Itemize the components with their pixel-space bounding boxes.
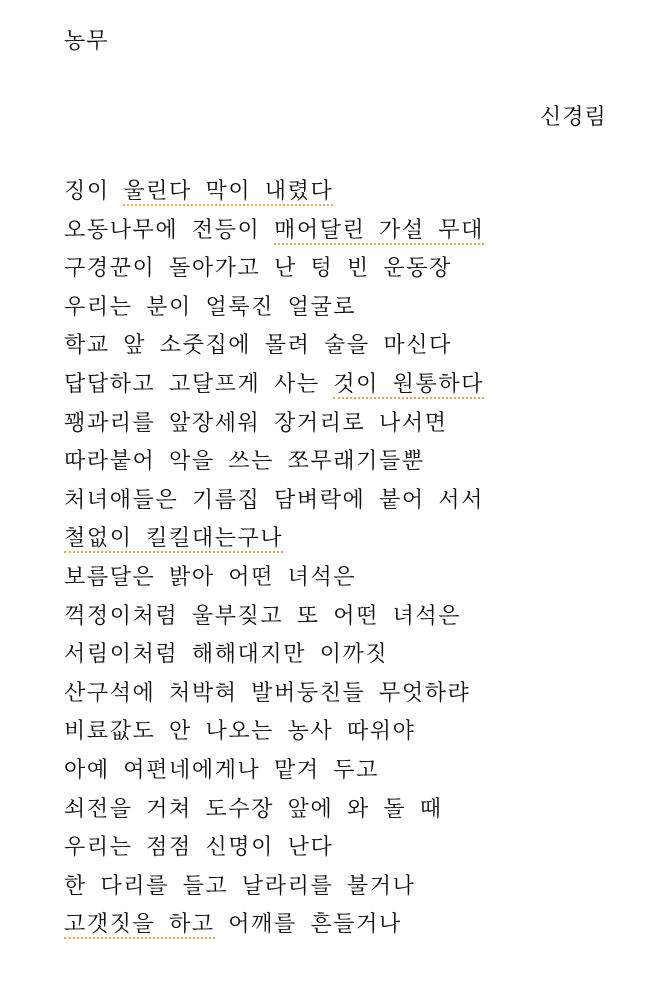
poem-line — [64, 563, 484, 602]
poem-line — [64, 486, 484, 525]
poem-body — [64, 177, 484, 949]
poem-line — [64, 447, 484, 486]
poem-title: 농무 — [64, 29, 109, 54]
line-text: 아예 여편네에게나 맡겨 두고 — [64, 757, 380, 783]
spellcheck-marked-text: 것이 원통하다 — [333, 371, 485, 397]
line-text: 우리는 분이 얼룩진 얼굴로 — [64, 294, 357, 320]
poem-line — [64, 640, 484, 679]
spellcheck-marked-text: 고갯짓을 하고 — [64, 912, 215, 938]
poem-line — [64, 216, 484, 255]
line-text: 보름달은 밝아 어떤 녀석은 — [64, 564, 357, 590]
line-text: 처녀애들은 기름집 담벼락에 붙어 서서 — [64, 487, 485, 513]
poem-line — [64, 717, 484, 756]
line-text: 답답하고 고달프게 사는 — [64, 371, 334, 397]
line-text: 산구석에 처박혀 발버둥친들 무엇하랴 — [64, 680, 471, 706]
line-text: 한 다리를 들고 날라리를 불거나 — [64, 873, 416, 899]
poem-line — [64, 679, 484, 718]
line-text: 쇠전을 거쳐 도수장 앞에 와 돌 때 — [64, 796, 443, 822]
line-text: 꺽정이처럼 울부짖고 또 어떤 녀석은 — [64, 603, 462, 629]
line-text: 학교 앞 소줏집에 몰려 술을 마신다 — [64, 333, 452, 359]
poem-author: 신경림 — [540, 105, 607, 130]
poem-line — [64, 795, 484, 834]
poem-line — [64, 872, 484, 911]
poem-line — [64, 177, 484, 216]
poem-line — [64, 524, 484, 563]
poem-line — [64, 756, 484, 795]
line-text: 따라붙어 악을 쓰는 쪼무래기들뿐 — [64, 449, 425, 475]
line-text: 오동나무에 전등이 — [64, 217, 275, 243]
spellcheck-marked-text: 울린다 막이 내렸다 — [123, 179, 334, 204]
line-text: 구경꾼이 돌아가고 난 텅 빈 운동장 — [64, 256, 452, 282]
line-text: 꽹과리를 앞장세워 장거리로 나서면 — [64, 410, 448, 436]
poem-line — [64, 833, 484, 872]
poem-line — [64, 331, 484, 370]
line-text: 어깨를 흔들거나 — [214, 912, 402, 938]
poem-line — [64, 409, 484, 448]
spellcheck-marked-text: 매어달린 가설 무대 — [274, 217, 485, 243]
line-text: 비료값도 안 나오는 농사 따위야 — [64, 719, 416, 745]
spellcheck-marked-text: 철없이 킬킬대는구나 — [64, 526, 284, 552]
line-text: 징이 — [64, 179, 124, 204]
line-text: 서림이처럼 해해대지만 이까짓 — [64, 642, 389, 668]
poem-line — [64, 293, 484, 332]
poem-line — [64, 254, 484, 293]
poem-line — [64, 370, 484, 409]
poem-line — [64, 602, 484, 641]
poem-line — [64, 910, 484, 949]
line-text: 우리는 점점 신명이 난다 — [64, 835, 334, 861]
